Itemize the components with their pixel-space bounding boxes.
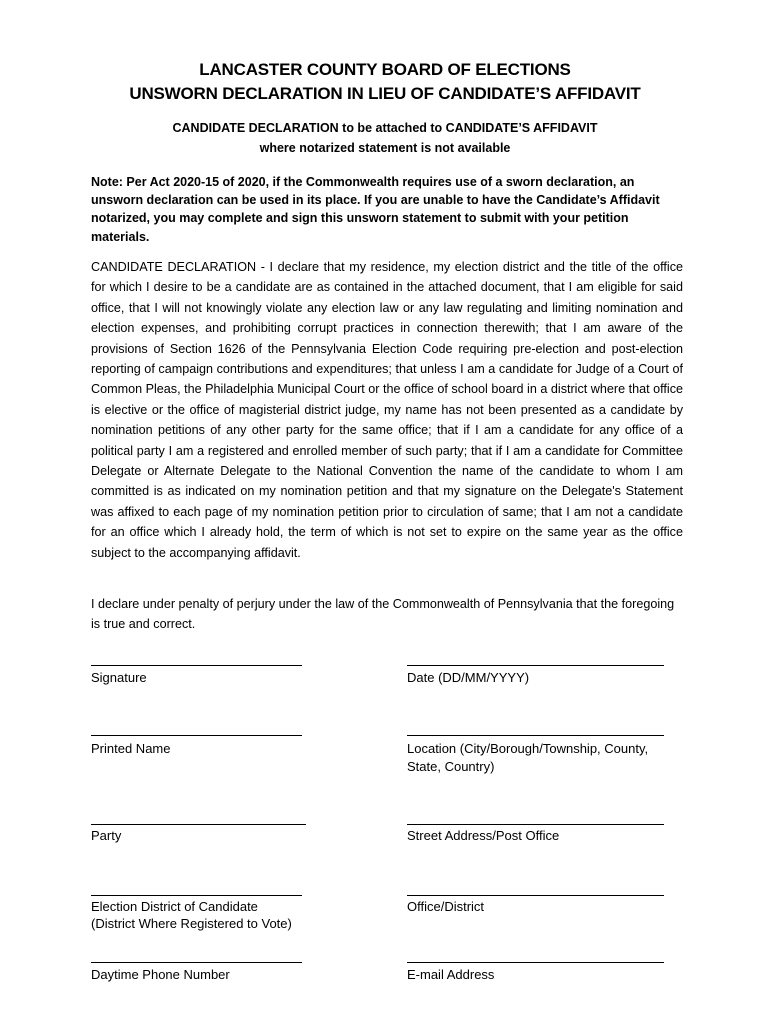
email-line[interactable] xyxy=(407,962,664,963)
signature-line[interactable] xyxy=(91,665,302,666)
location-label-line2: State, Country) xyxy=(407,759,495,774)
candidate-declaration-text: CANDIDATE DECLARATION - I declare that my residence, my election district and the title of the office for which I desire to be a candidate are as contained in the attached document, that I am eligible for said office, that I will not knowingly violate any election law or any law regulating and limiting nomination and election expenses, and prohibiting corrupt practices in connection therewith; that I am aware of the provisions of Section 1626 of the Pennsylvania Election Code requiring pre-election and post-election reporting of campaign contributions and expenditures; that unless I am a candidate for Judge of a Court of Common Pleas, the Philadelphia Municipal Court or the office of school board in a district where that office is elective or the office of magisterial district judge, my name has not been presented as a candidate by nomination petitions of any other party for the same office; that if I am a candidate for any office of a political party I am a registered and enrolled member of such party; that if I am a candidate for Committee Delegate or Alternate Delegate to the National Convention the name of the candidate to whom I am committed is as indicated on my nomination petition and that my signature on the Delegate's Statement was affixed to each page of my nomination petition prior to circulation of same; that I am not a candidate for an office which I already hold, the term of which is not set to expire on the same year as the office subject to the accompanying affidavit. xyxy=(91,260,683,560)
date-line[interactable] xyxy=(407,665,664,666)
document-title-line2: UNSWORN DECLARATION IN LIEU OF CANDIDATE’S AFFIDAVIT xyxy=(129,84,641,103)
election-district-label-line1: Election District of Candidate xyxy=(91,899,258,914)
election-district-label-line2: (District Where Registered to Vote) xyxy=(91,916,292,931)
street-address-line[interactable] xyxy=(407,824,664,825)
document-subtitle-line1: CANDIDATE DECLARATION to be attached to CANDIDATE’S AFFIDAVIT xyxy=(172,121,598,135)
document-subtitle-line2: where notarized statement is not available xyxy=(259,141,511,155)
location-label-line1: Location (City/Borough/Township, County, xyxy=(407,741,649,756)
act-note: Note: Per Act 2020-15 of 2020, if the Commonwealth requires use of a sworn declaration, an unsworn declaration can be used in its place. If you are unable to have the Candidate’s Affidavit notarized, you may complete and sign this unsworn statement to submit with your petition materials. xyxy=(91,175,660,244)
daytime-phone-label: Daytime Phone Number xyxy=(91,967,230,982)
document-title-line1: LANCASTER COUNTY BOARD OF ELECTIONS xyxy=(199,60,571,79)
election-district-line[interactable] xyxy=(91,895,302,896)
printed-name-line[interactable] xyxy=(91,735,302,736)
office-district-label: Office/District xyxy=(407,899,485,914)
signature-label: Signature xyxy=(91,670,147,685)
printed-name-label: Printed Name xyxy=(91,741,171,756)
daytime-phone-line[interactable] xyxy=(91,962,302,963)
date-label: Date (DD/MM/YYYY) xyxy=(407,670,530,685)
party-label: Party xyxy=(91,828,122,843)
party-line[interactable] xyxy=(91,824,306,825)
perjury-statement: I declare under penalty of perjury under the law of the Commonwealth of Pennsylvania that the foregoing is true and correct. xyxy=(91,597,675,632)
location-line[interactable] xyxy=(407,735,664,736)
street-address-label: Street Address/Post Office xyxy=(407,828,560,843)
email-label: E-mail Address xyxy=(407,967,495,982)
office-district-line[interactable] xyxy=(407,895,664,896)
